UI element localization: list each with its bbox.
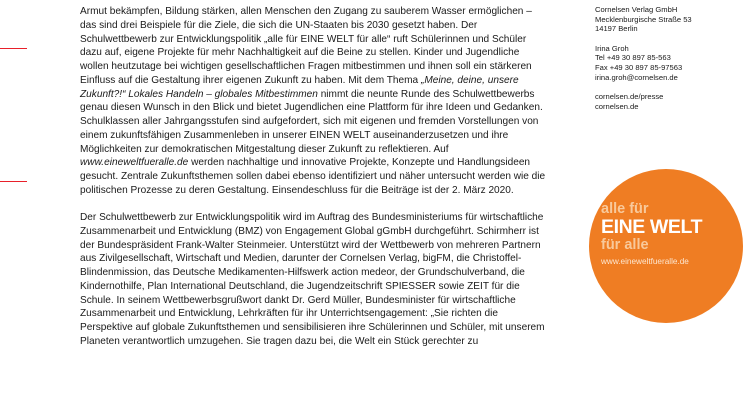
article-body <box>80 5 546 362</box>
logo-line-fuer-alle: für alle <box>601 237 649 253</box>
contact-sidebar <box>595 5 745 121</box>
text-run: werden nachhaltige und innovative Projekte, Konzepte und Handlungsideen gesucht. Zentrale Zukunftsthemen sollen dabei ebenso identifiziert und näher untersucht werden wie die politischen Prozesse zu deren Gestaltung. Einsendeschluss für die Beiträge ist der 2. März 2020. <box>80 157 546 196</box>
paragraph-sponsors: Der Schulwettbewerb zur Entwicklungspolitik wird im Auftrag des Bundesministeriums für wirtschaftliche Zusammenarbeit und Entwicklung (BMZ) von Engagement Global gGmbH durchgeführt. Schirmherr ist der Bundespräsident Frank-Walter Steinmeier. Unterstützt wird der Wettbewerb von mehreren Partnern aus Zivilgesellschaft, Wirtschaft und Medien, darunter der Cornelsen Verlag, bigFM, die Christoffel-Blindenmission, das Deutsche Medikamenten-Hilfswerk action medeor, der Grundschulverband, die Kindernothilfe, Plan International Deutschland, die Jugendzeitschrift SPIESSER sowie ZEIT für die Schule. In seinem Wettbewerbsgrußwort dankt Dr. Gerd Müller, Bundesminister für wirtschaftliche Zusammenarbeit und Entwicklung, Lehrkräften für ihr Unterrichtsengagement: „Sie richten die Perspektive auf globale Zukunftsthemen und sensibilisieren ihre Schülerinnen und Schüler, mit unserem Planeten verantwortlich umzugehen. Sie tragen dazu bei, die Welt ein Stück gerechter zu <box>80 212 545 347</box>
logo-url: www.eineweltfueralle.de <box>601 257 689 266</box>
web-links <box>595 92 745 111</box>
emphasis-text: „Meine, deine, unsere Zukunft?!“ Lokales Handeln – globales Mitbestimmen <box>80 74 519 100</box>
logo-line-eine-welt: EINE WELT <box>601 216 703 238</box>
contact-email-link[interactable]: irina.groh@cornelsen.de <box>595 72 678 82</box>
contact-phone: Tel +49 30 897 85-563 <box>595 53 671 63</box>
address-line: Mecklenburgische Straße 53 <box>595 14 692 24</box>
press-contact <box>595 44 745 82</box>
margin-marker-bottom <box>0 181 27 182</box>
campaign-logo <box>589 169 743 323</box>
contact-name: Irina Groh <box>595 43 629 53</box>
website-link[interactable]: cornelsen.de <box>595 101 639 111</box>
address-line: 14197 Berlin <box>595 24 638 34</box>
address-line: Cornelsen Verlag GmbH <box>595 5 678 14</box>
publisher-address <box>595 5 745 34</box>
margin-marker-top <box>0 48 27 49</box>
contact-fax: Fax +49 30 897 85-97563 <box>595 62 683 72</box>
press-link[interactable]: cornelsen.de/presse <box>595 92 664 102</box>
text-run: Armut bekämpfen, Bildung stärken, allen Menschen den Zugang zu sauberem Wasser ermöglichen – das sind drei Beispiele für die Ziele, die sich die UN-Staaten bis 2030 gesetzt haben. Der Schulwettbewerb zur Entwicklungspolitik „alle für EINE WELT für alle“ ruft Schülerinnen und Schüler dazu auf, eigene Projekte für mehr Nachhaltigkeit auf die Beine zu stellen. Kinder und Jugendliche wollen heutzutage bei wichtigen gesellschaftlichen Fragen mitbestimmen und ihnen soll ein stärkeren Einfluss auf die Gestaltung ihrer eigenen Zukunft zu haben. Mit dem Thema <box>80 6 532 86</box>
emphasis-text: www.eineweltfueralle.de <box>80 157 189 169</box>
text-run: nimmt die neunte Runde des Schulwettbewerbs genau diesen Wunsch in den Blick und bietet Jugendlichen eine Plattform für ihre Ideen und Gedanken. Schulklassen aller Jahrgangsstufen sind aufgefordert, sich mit eigenen und fremden Vorstellungen von einem zukunftsfähigen Zusammenleben in unserer EINEN WELT auseinanderzusetzen und ihre Möglichkeiten zur demokratischen Mitgestaltung dieser Zukunft zu reflektieren. Auf <box>80 88 543 155</box>
paragraph-intro <box>80 5 546 198</box>
logo-line-alle-fuer: alle für <box>601 201 649 217</box>
